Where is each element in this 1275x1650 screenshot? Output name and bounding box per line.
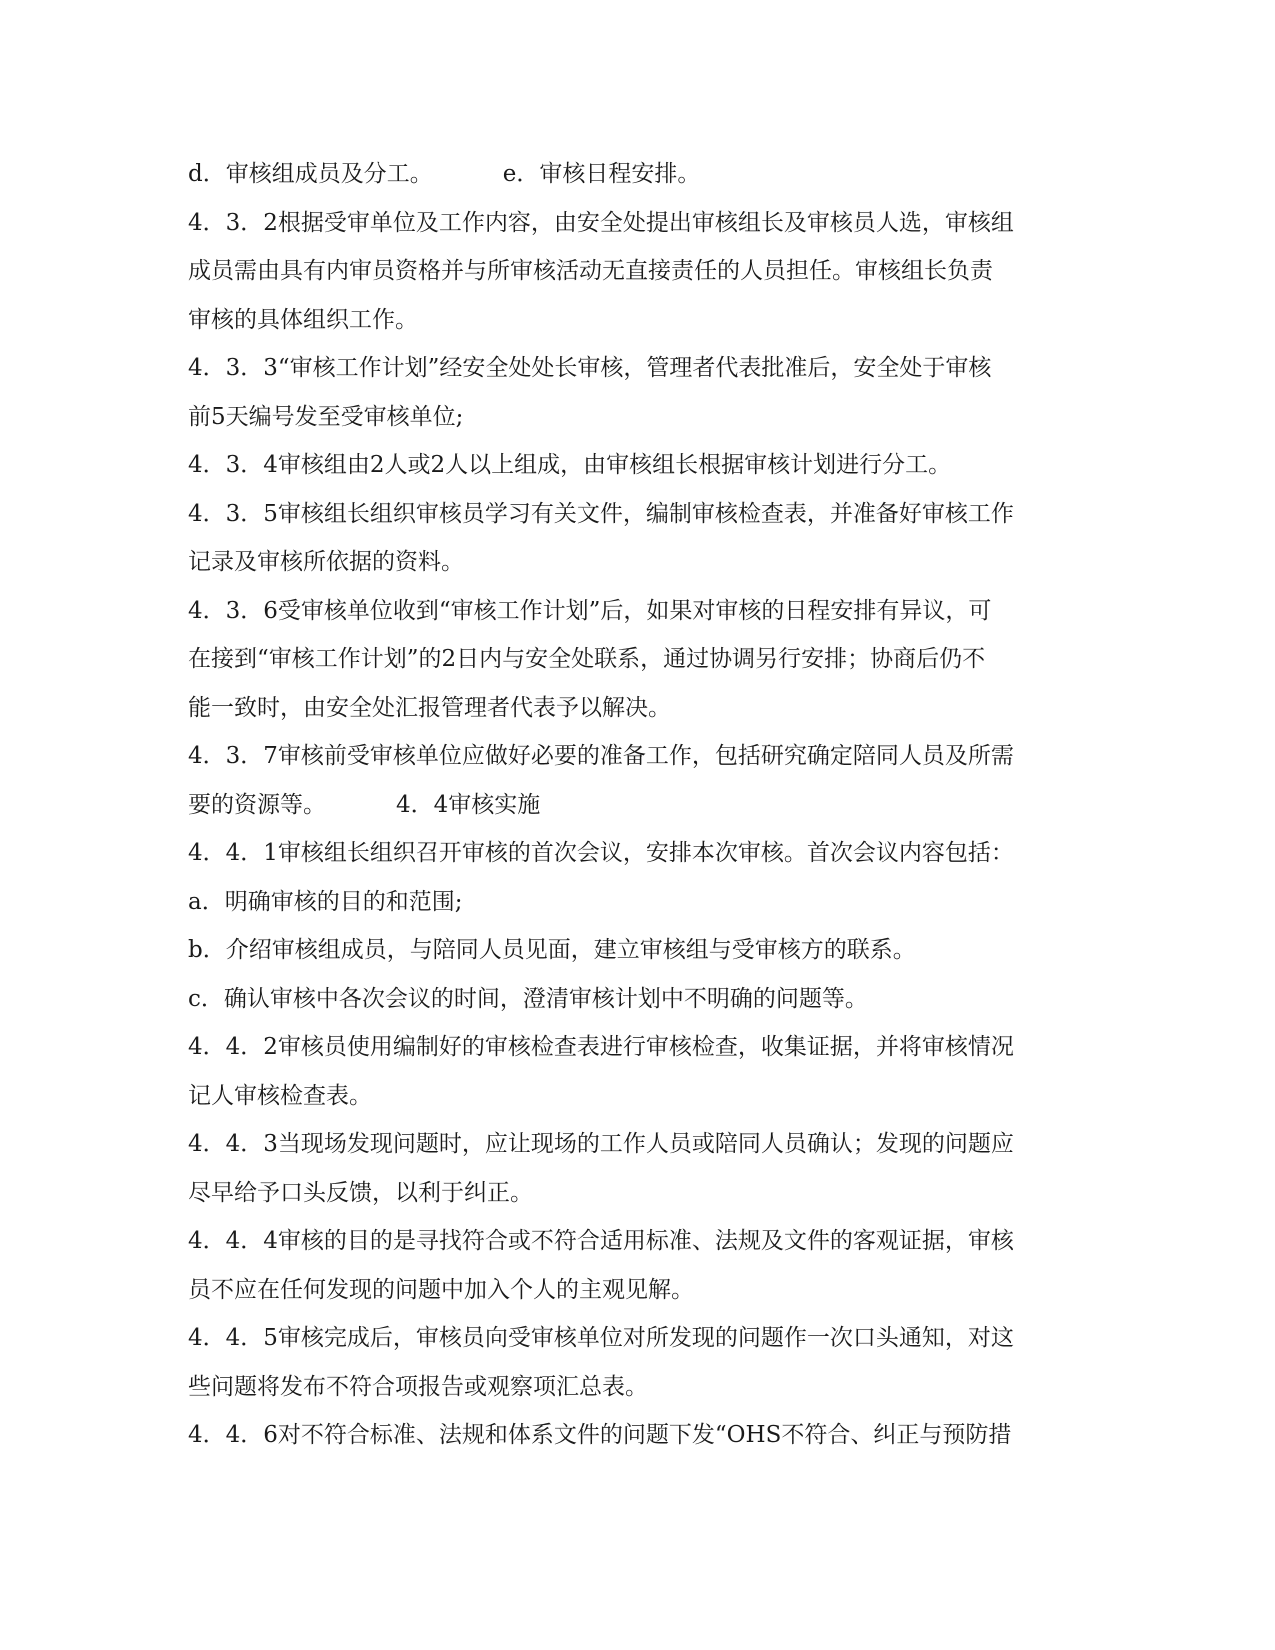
document-body <box>188 150 1088 1460</box>
text-line: 记人审核检查表。 <box>188 1082 372 1109</box>
section-heading: 4．4审核实施 <box>396 791 541 818</box>
text-line: 4．3．2根据受审单位及工作内容，由安全处提出审核组长及审核员人选，审核组 <box>188 209 1014 236</box>
text-line: 4．3．6受审核单位收到“审核工作计划”后，如果对审核的日程安排有异议，可 <box>188 597 992 624</box>
text-line: 些问题将发布不符合项报告或观察项汇总表。 <box>188 1373 648 1400</box>
text-segment: d．审核组成员及分工。 <box>188 161 433 187</box>
text-line: 4．3．7审核前受审核单位应做好必要的准备工作，包括研究确定陪同人员及所需 <box>188 743 1014 769</box>
text-line <box>188 150 1088 199</box>
text-line: 审核的具体组织工作。 <box>188 306 418 333</box>
text-line: 记录及审核所依据的资料。 <box>188 549 464 575</box>
text-line: 4．3．4审核组由2人或2人以上组成，由审核组长根据审核计划进行分工。 <box>188 452 952 478</box>
text-line: c．确认审核中各次会议的时间，澄清审核计划中不明确的问题等。 <box>188 985 868 1012</box>
text-line: 员不应在任何发现的问题中加入个人的主观见解。 <box>188 1276 694 1303</box>
text-line: 4．4．6对不符合标准、法规和体系文件的问题下发“OHS不符合、纠正与预防措 <box>188 1422 1012 1448</box>
text-line: 4．3．3“审核工作计划”经安全处处长审核，管理者代表批准后，安全处于审核 <box>188 355 992 381</box>
text-line: 4．3．5审核组长组织审核员学习有关文件，编制审核检查表，并准备好审核工作 <box>188 500 1014 527</box>
text-line: b．介绍审核组成员，与陪同人员见面，建立审核组与受审核方的联系。 <box>188 937 916 963</box>
text-line: 在接到“审核工作计划”的2日内与安全处联系，通过协调另行安排；协商后仍不 <box>188 646 986 672</box>
text-line: 能一致时，由安全处汇报管理者代表予以解决。 <box>188 694 671 721</box>
text-line: a．明确审核的目的和范围; <box>188 888 463 915</box>
text-line: 前5天编号发至受审核单位; <box>188 403 464 430</box>
text-segment: e．审核日程安排。 <box>502 161 701 187</box>
text-line: 尽早给予口头反馈，以利于纠正。 <box>188 1179 533 1206</box>
text-line: 4．4．3当现场发现问题时，应让现场的工作人员或陪同人员确认；发现的问题应 <box>188 1131 1014 1157</box>
text-line: 4．4．4审核的目的是寻找符合或不符合适用标准、法规及文件的客观证据，审核 <box>188 1228 1014 1254</box>
text-line: 4．4．1审核组长组织召开审核的首次会议，安排本次审核。首次会议内容包括： <box>188 840 1014 866</box>
text-line: 成员需由具有内审员资格并与所审核活动无直接责任的人员担任。审核组长负责 <box>188 258 993 284</box>
text-line: 4．4．2审核员使用编制好的审核检查表进行审核检查，收集证据，并将审核情况 <box>188 1034 1014 1060</box>
text-line: 4．4．5审核完成后，审核员向受审核单位对所发现的问题作一次口头通知，对这 <box>188 1325 1014 1351</box>
text-line <box>188 781 1088 830</box>
text-segment: 要的资源等。 <box>188 791 326 818</box>
